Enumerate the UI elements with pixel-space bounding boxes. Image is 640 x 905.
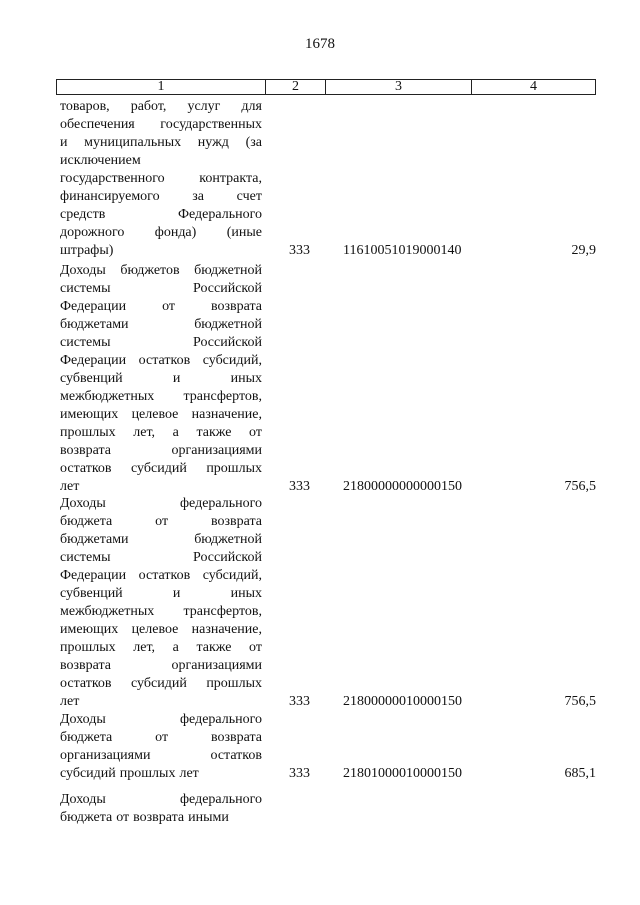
description-line [60,424,262,442]
word: (иные [226,225,262,240]
amount: 685,1 [564,766,596,781]
word: контракта, [199,171,262,186]
word: субсидий [131,461,187,476]
word: Доходы [60,263,106,278]
word: исключением [60,153,141,168]
word: услуг [187,99,221,114]
budget-classification-code: 21800000010000150 [343,694,462,709]
word: лет [60,694,80,709]
description-line [60,711,262,729]
budget-classification-code: 21800000000000150 [343,479,462,494]
word: Федерального [177,207,262,222]
word: целевое [131,622,179,637]
description-line [60,567,262,585]
word: фонда) [154,225,197,240]
header-col-4: 4 [530,79,537,94]
word: лет, [133,425,156,440]
description-line [60,495,262,513]
description-line [60,729,262,747]
description-line [60,262,262,280]
word: средств [60,207,106,222]
word: от [249,640,262,655]
word: Доходы [60,792,106,807]
word: иных [230,586,262,601]
word: для [241,99,262,114]
description-line [60,693,262,711]
description-line [60,531,262,549]
word: остатков [60,676,112,691]
description-line [60,406,262,424]
word: субсидий, [202,568,262,583]
word: бюджета [60,810,113,825]
row-description [60,262,262,496]
word: возврата [60,443,112,458]
description-line [60,170,262,188]
description-line [60,657,262,675]
word: целевое [131,407,179,422]
word: бюджета [60,730,113,745]
word: а [172,640,179,655]
description-line [60,134,262,152]
word: работ, [130,99,167,114]
word: от [162,299,176,314]
word: также [196,640,232,655]
header-col-1: 1 [57,80,266,94]
description-line [60,352,262,370]
description-line [60,98,262,116]
word: бюджета [60,514,113,529]
description-line [60,224,262,242]
word: имеющих [60,407,119,422]
description-line [60,621,262,639]
word: остатков [138,568,191,583]
amount: 756,5 [564,479,596,494]
word: нужд [197,135,229,150]
description-line [60,639,262,657]
word: федерального [179,712,262,727]
word: субсидий, [202,353,262,368]
word: и [172,371,181,386]
word: Российской [193,335,262,350]
description-line [60,152,262,170]
word: штрафы) [60,243,114,258]
admin-code: 333 [289,243,310,258]
word: возврата [210,730,262,745]
description-line [60,442,262,460]
word: организациями [60,748,151,763]
word: субсидий [131,676,187,691]
table-header [56,79,596,95]
word: счет [236,189,262,204]
word: (за [245,135,262,150]
word: трансфертов, [183,389,262,404]
admin-code: 333 [289,766,310,781]
description-line [60,370,262,388]
word: федерального [179,496,262,511]
word: межбюджетных [60,389,155,404]
word: прошлых [119,766,176,781]
word: возврата [60,658,112,673]
word: бюджетами [60,532,129,547]
admin-code: 333 [289,479,310,494]
word: Российской [193,281,262,296]
word: бюджетной [194,532,262,547]
word: товаров, [60,99,110,114]
word: организациями [171,443,262,458]
word: за [192,189,204,204]
amount: 29,9 [571,243,596,258]
word: возврата [210,299,262,314]
description-line [60,791,262,809]
description-line [60,316,262,334]
word: остатков [210,748,262,763]
description-line [60,478,262,496]
word: иных [230,371,262,386]
word: обеспечения [60,117,135,132]
word: Федерации [60,299,127,314]
word: возврата [210,514,262,529]
word: бюджетов [120,263,180,278]
description-line [60,298,262,316]
word: государственных [160,117,262,132]
description-line [60,747,262,765]
description-line [60,460,262,478]
description-line [60,280,262,298]
description-line [60,513,262,531]
row-description [60,98,262,260]
description-line [60,188,262,206]
word: прошлых [206,676,262,691]
description-line [60,765,262,783]
word: Федерации [60,568,127,583]
word: прошлых [60,425,116,440]
header-col-2: 2 [266,80,326,94]
word: Российской [193,550,262,565]
description-line [60,206,262,224]
word: организациями [171,658,262,673]
description-line [60,242,262,260]
row-description [60,495,262,711]
word: имеющих [60,622,119,637]
word: также [196,425,232,440]
word: назначение, [191,622,262,637]
word: бюджетной [194,317,262,332]
word: остатков [138,353,191,368]
word: государственного [60,171,165,186]
word: иными [188,810,229,825]
word: субсидий [60,766,116,781]
word: возврата [133,810,185,825]
word: остатков [60,461,112,476]
word: субвенций [60,371,123,386]
word: и [172,586,181,601]
row-description [60,711,262,783]
word: прошлых [206,461,262,476]
description-line [60,549,262,567]
word: бюджетами [60,317,129,332]
word: лет [60,479,80,494]
row-description [60,791,262,827]
word: лет [179,766,199,781]
word: межбюджетных [60,604,155,619]
word: системы [60,335,111,350]
description-line [60,809,262,827]
description-line [60,388,262,406]
description-line [60,675,262,693]
word: лет, [133,640,156,655]
word: а [172,425,179,440]
word: системы [60,281,111,296]
page-number: 1678 [305,36,335,52]
word: от [155,514,169,529]
description-line [60,334,262,352]
description-line [60,116,262,134]
word: от [155,730,169,745]
word: от [116,810,130,825]
word: системы [60,550,111,565]
word: дорожного [60,225,125,240]
budget-classification-code: 21801000010000150 [343,766,462,781]
word: от [249,425,262,440]
word: субвенций [60,586,123,601]
amount: 756,5 [564,694,596,709]
word: Доходы [60,712,106,727]
word: прошлых [60,640,116,655]
word: трансфертов, [183,604,262,619]
description-line [60,585,262,603]
word: и [60,135,68,150]
word: назначение, [191,407,262,422]
budget-classification-code: 11610051019000140 [343,243,462,258]
word: муниципальных [84,135,182,150]
word: финансируемого [60,189,160,204]
admin-code: 333 [289,694,310,709]
description-line [60,603,262,621]
word: Федерации [60,353,127,368]
word: бюджетной [194,263,262,278]
word: федерального [179,792,262,807]
header-col-3: 3 [326,80,472,94]
word: Доходы [60,496,106,511]
